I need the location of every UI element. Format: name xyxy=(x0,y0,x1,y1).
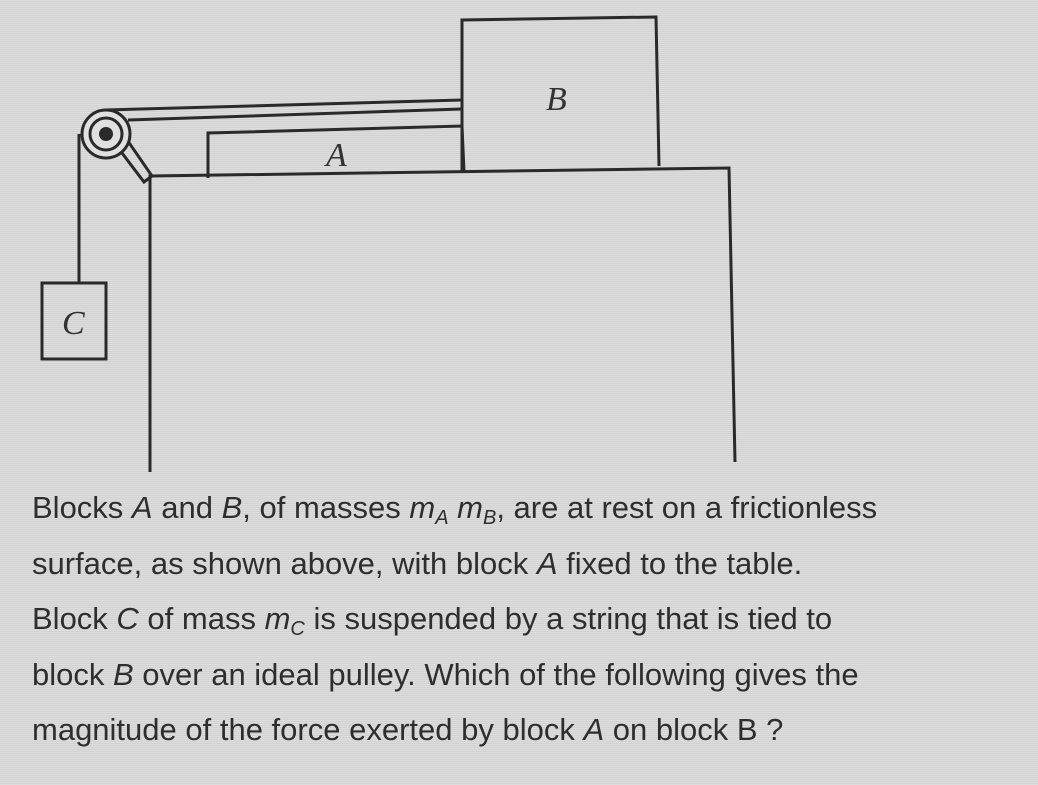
block-a-label: A xyxy=(326,137,347,174)
block-b-label: B xyxy=(546,81,567,118)
table xyxy=(150,168,735,472)
question-line-3: Block C of mass $m_C$ is suspended by a string that is tied to xyxy=(32,601,833,640)
question-text xyxy=(32,480,1032,758)
string-horizontal xyxy=(106,100,462,110)
question-line-2: surface, as shown above, with block A fixed to the table. xyxy=(32,545,803,581)
string-horizontal-inner xyxy=(128,109,462,120)
question-line-1: Blocks A and B, of masses $m_A$ $m_B$, are at rest on a frictionless xyxy=(32,490,878,529)
block-c-label: C xyxy=(62,305,85,342)
pulley xyxy=(82,110,130,158)
question-line-4: block B over an ideal pulley. Which of the following gives the xyxy=(32,656,859,692)
question-line-5: magnitude of the force exerted by block A on block B ? xyxy=(32,712,784,747)
